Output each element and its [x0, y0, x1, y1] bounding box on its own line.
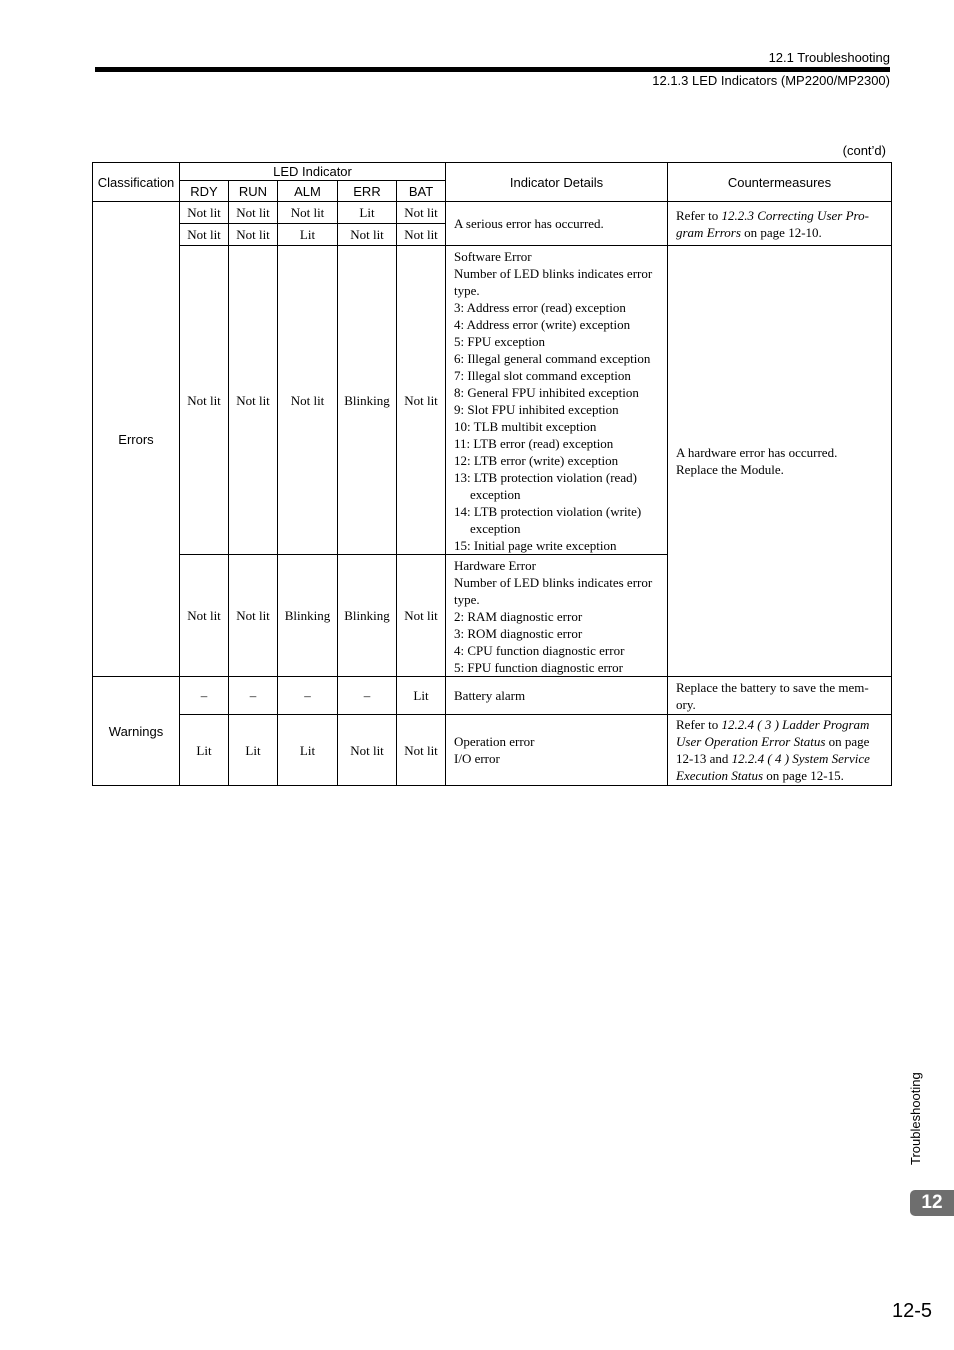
led-state: Lit [278, 715, 338, 786]
serious-error-countermeasure: Refer to 12.2.3 Correcting User Pro-gram Errors on page 12-10. [668, 202, 892, 246]
battery-alarm-detail: Battery alarm [446, 677, 668, 715]
header-led-indicator: LED Indicator [180, 163, 446, 181]
hardware-error-detail: Hardware Error Number of LED blinks indicates error type. 2: RAM diagnostic error 3: ROM diagnostic error 4: CPU function diagnostic error 5: FPU function diagnostic error [446, 555, 668, 677]
page-number: 12-5 [891, 1300, 932, 1322]
header-led-run: RUN [229, 181, 278, 202]
header-led-err: ERR [338, 181, 397, 202]
header-led-alm: ALM [278, 181, 338, 202]
hardware-error-countermeasure: A hardware error has occurred. Replace the Module. [668, 246, 892, 677]
section-title: 12.1 Troubleshooting [768, 50, 890, 65]
led-state: Not lit [397, 202, 446, 224]
led-state: Not lit [229, 555, 278, 677]
header-led-rdy: RDY [180, 181, 229, 202]
led-state: Not lit [229, 224, 278, 246]
led-state: Lit [180, 715, 229, 786]
led-state: Not lit [180, 555, 229, 677]
led-state: Lit [278, 224, 338, 246]
led-state: Blinking [338, 246, 397, 555]
reference-link: 12.2.4 ( 4 ) System Service Execution Status [676, 751, 870, 783]
led-state: Not lit [278, 202, 338, 224]
led-state: Not lit [278, 246, 338, 555]
side-tab-label: Troubleshooting [908, 1072, 923, 1165]
led-state: – [278, 677, 338, 715]
led-state: Blinking [278, 555, 338, 677]
led-state: Lit [338, 202, 397, 224]
header-rule [95, 67, 890, 72]
led-state: Not lit [397, 715, 446, 786]
led-state: Blinking [338, 555, 397, 677]
classification-errors: Errors [93, 202, 180, 677]
classification-warnings: Warnings [93, 677, 180, 786]
operation-error-countermeasure: Refer to 12.2.4 ( 3 ) Ladder Program User Operation Error Status on page 12-13 and 12.2.4 ( 4 ) System Service Execution Status on page 12-15. [668, 715, 892, 786]
led-state: Not lit [229, 202, 278, 224]
software-error-detail: Software Error Number of LED blinks indicates error type. 3: Address error (read) exception 4: Address error (write) exception 5: FPU exception 6: Illegal general command exception 7: Illegal slot command exception 8: General FPU inhibited exception 9: Slot FPU inhibited exception 10: TLB multibit exception 11: LTB error (read) exception 12: LTB error (write) exception 13: LTB protection violation (read) exception 14: LTB protection violation (write) exception 15: Initial page write exception [446, 246, 668, 555]
reference-link: 12.2.4 ( 3 ) Ladder Program User Operation Error Status [676, 717, 870, 749]
continued-label: (cont’d) [842, 143, 886, 158]
header-countermeasures: Countermeasures [668, 163, 892, 202]
led-indicator-table [92, 162, 892, 786]
led-state: Not lit [180, 202, 229, 224]
led-state: Not lit [397, 246, 446, 555]
led-state: Not lit [229, 246, 278, 555]
led-state: Not lit [180, 246, 229, 555]
battery-alarm-countermeasure: Replace the battery to save the mem-ory. [668, 677, 892, 715]
operation-error-detail: Operation error I/O error [446, 715, 668, 786]
reference-link: 12.2.3 Correcting User Pro-gram Errors [676, 207, 869, 240]
serious-error-detail: A serious error has occurred. [446, 202, 668, 246]
led-state: Lit [229, 715, 278, 786]
led-state: Not lit [397, 224, 446, 246]
header-classification: Classification [93, 163, 180, 202]
header-led-bat: BAT [397, 181, 446, 202]
led-state: – [229, 677, 278, 715]
led-state: Lit [397, 677, 446, 715]
chapter-tab: 12 [910, 1190, 954, 1216]
led-state: Not lit [338, 224, 397, 246]
led-state: – [338, 677, 397, 715]
header-indicator-details: Indicator Details [446, 163, 668, 202]
led-state: Not lit [180, 224, 229, 246]
led-state: Not lit [397, 555, 446, 677]
subsection-title: 12.1.3 LED Indicators (MP2200/MP2300) [652, 73, 890, 88]
led-state: – [180, 677, 229, 715]
led-state: Not lit [338, 715, 397, 786]
